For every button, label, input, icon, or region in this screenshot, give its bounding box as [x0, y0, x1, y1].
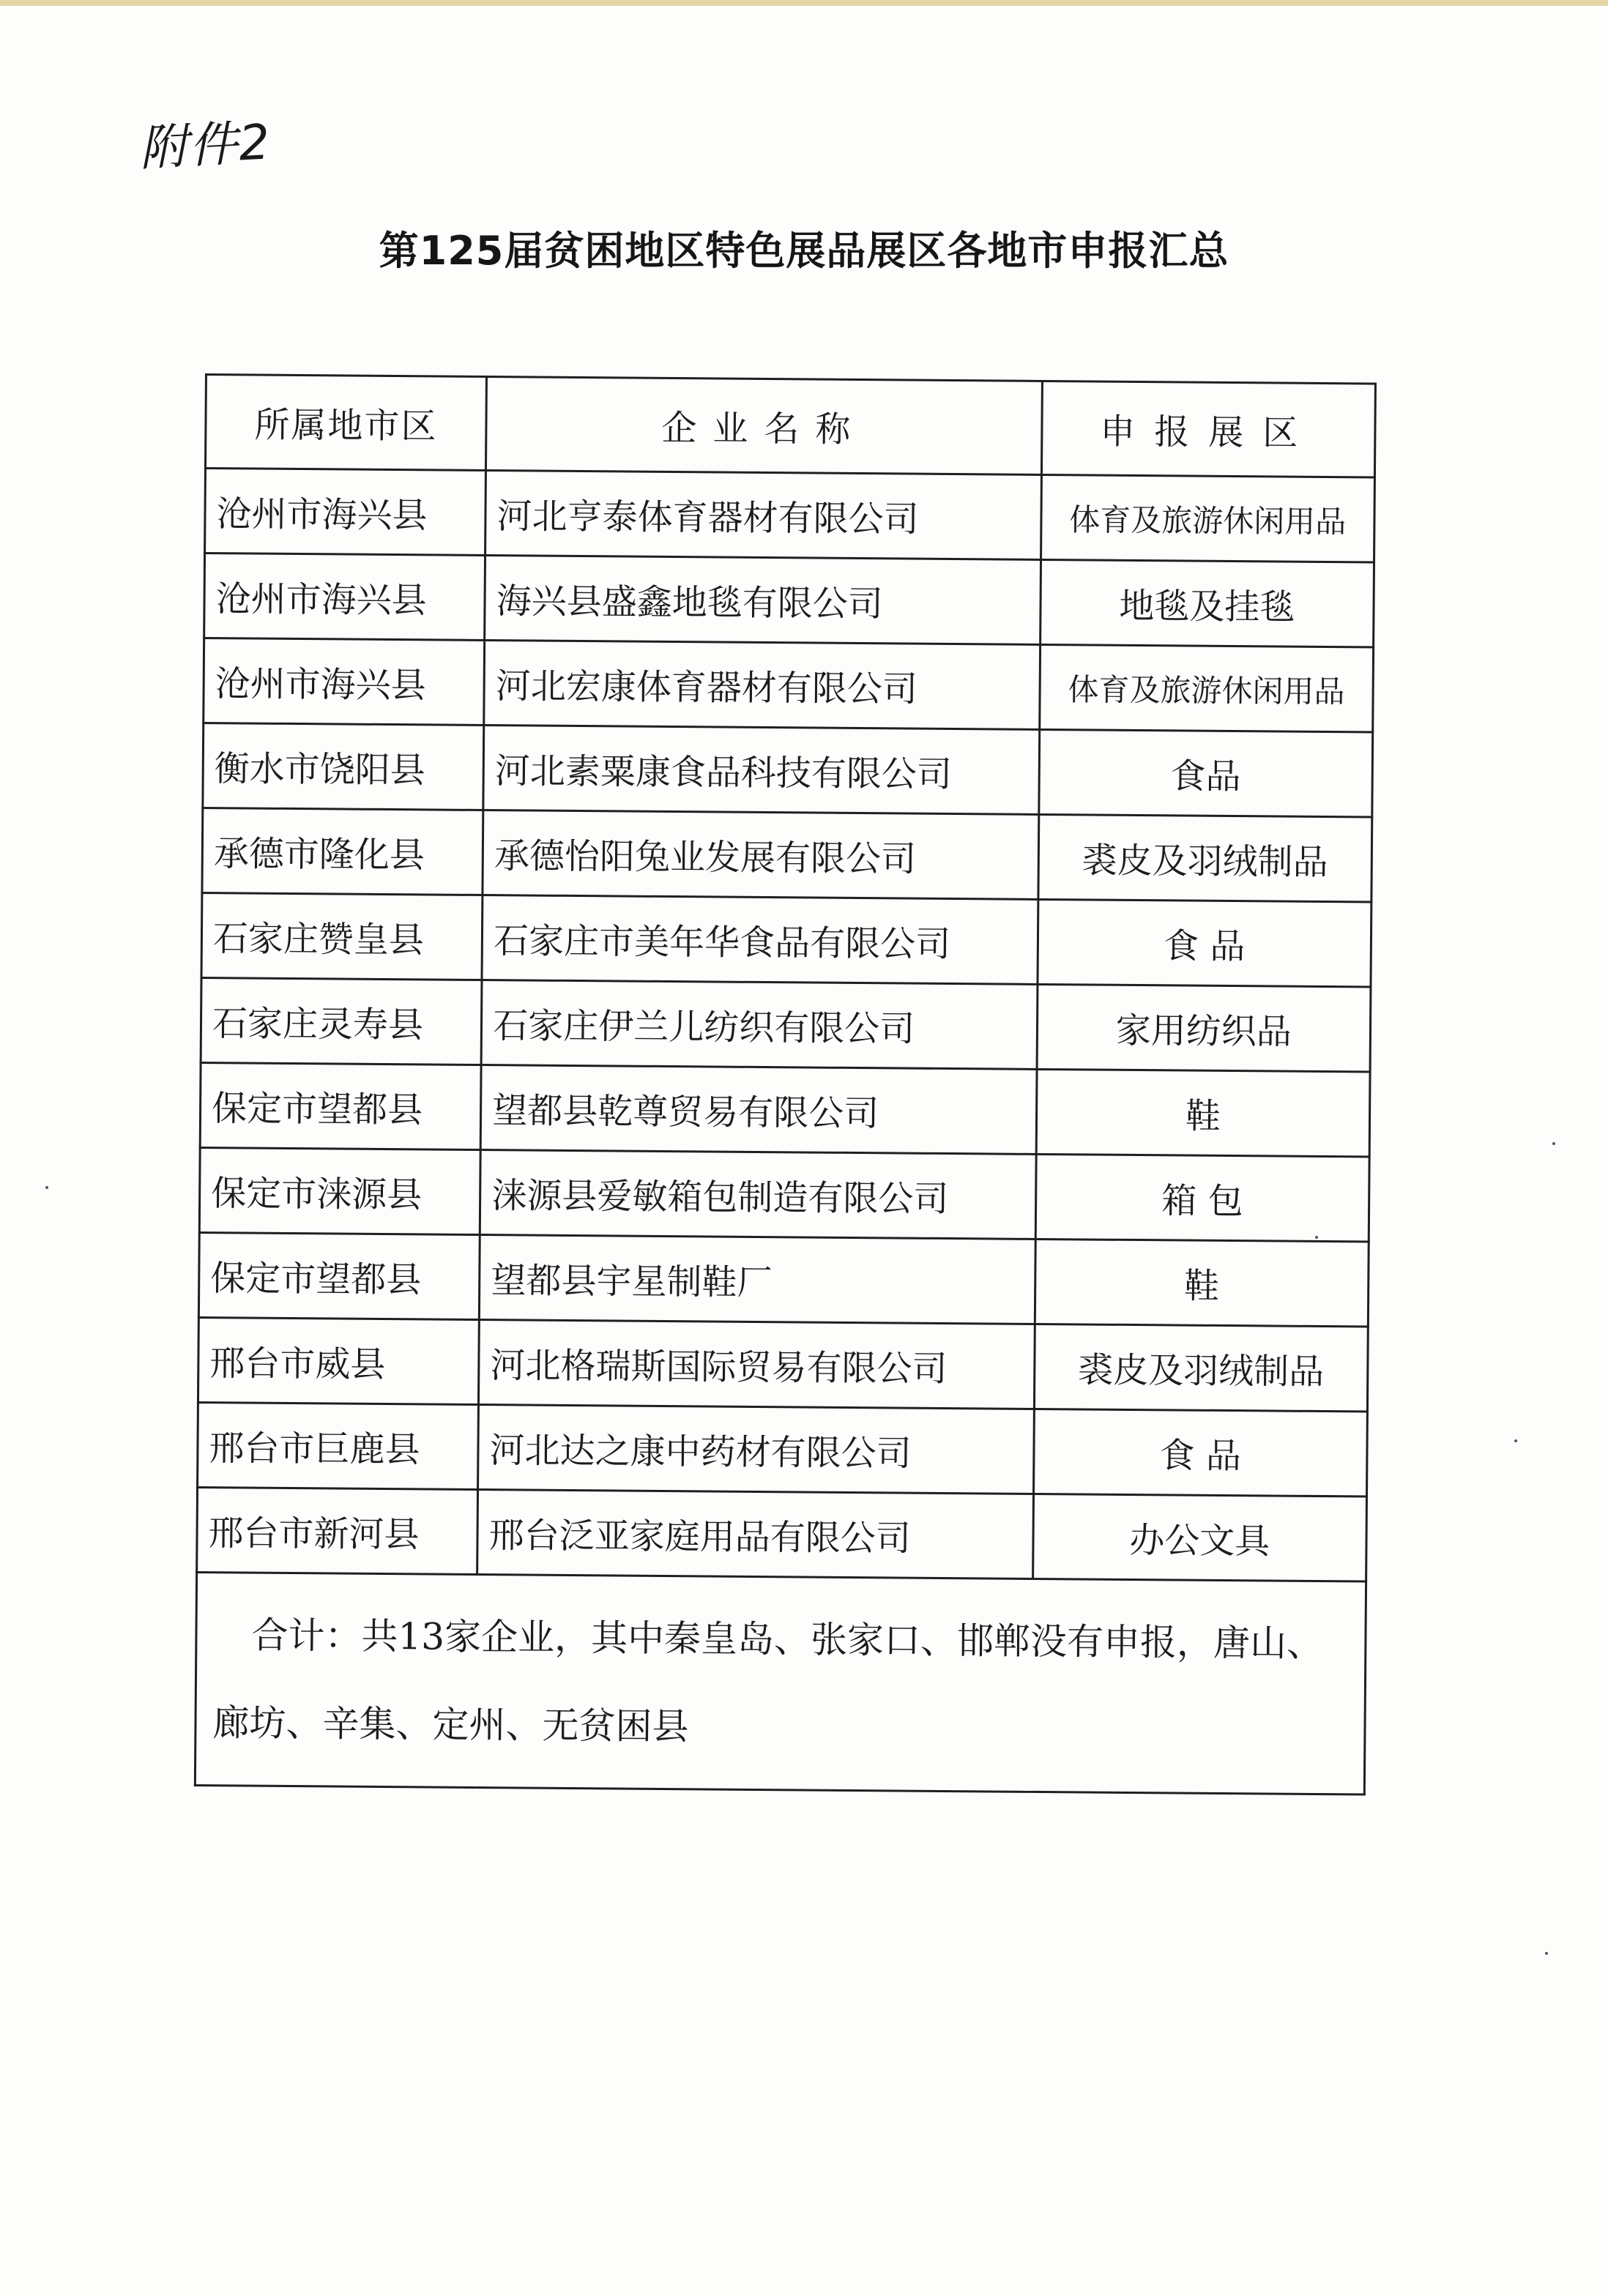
header-company: 企业名称 — [486, 377, 1042, 475]
cell-company: 望都县宇星制鞋厂 — [480, 1234, 1035, 1324]
header-region: 所属地市区 — [205, 375, 486, 471]
cell-zone: 鞋 — [1035, 1239, 1369, 1327]
cell-zone: 箱 包 — [1035, 1154, 1369, 1242]
table-row — [203, 723, 1373, 817]
cell-zone: 食 品 — [1038, 899, 1371, 987]
cell-company: 河北宏康体育器材有限公司 — [484, 641, 1040, 730]
table-row — [201, 977, 1371, 1072]
table-row — [204, 554, 1374, 648]
table-row — [200, 1062, 1370, 1157]
cell-company: 石家庄市美年华食品有限公司 — [482, 895, 1038, 984]
table-row — [205, 469, 1375, 563]
cell-region: 石家庄赞皇县 — [201, 892, 483, 980]
cell-region: 承德市隆化县 — [202, 808, 483, 895]
cell-company: 河北达之康中药材有限公司 — [478, 1404, 1034, 1494]
cell-company: 石家庄伊兰儿纺织有限公司 — [481, 980, 1037, 1069]
cell-region: 沧州市海兴县 — [205, 469, 486, 556]
table-row — [197, 1487, 1367, 1581]
scan-speck — [1545, 1952, 1548, 1955]
scan-speck — [45, 1186, 48, 1189]
cell-company: 海兴县盛鑫地毯有限公司 — [485, 556, 1041, 645]
header-zone: 申报展区 — [1041, 381, 1375, 477]
cell-company: 望都县乾尊贸易有限公司 — [480, 1065, 1036, 1154]
cell-company: 河北亨泰体育器材有限公司 — [485, 471, 1041, 560]
attachment-label: 附件2 — [138, 113, 273, 177]
cell-zone: 裘皮及羽绒制品 — [1034, 1324, 1368, 1412]
table-row — [198, 1232, 1369, 1327]
scan-speck — [1514, 1439, 1517, 1442]
table-row — [198, 1317, 1368, 1412]
cell-region: 保定市望都县 — [198, 1232, 480, 1319]
cell-region: 邢台市威县 — [198, 1317, 479, 1404]
cell-region: 保定市涞源县 — [199, 1147, 480, 1234]
paper-top-edge — [0, 0, 1608, 6]
cell-zone: 鞋 — [1036, 1069, 1370, 1157]
cell-zone: 裘皮及羽绒制品 — [1038, 814, 1372, 902]
cell-zone: 体育及旅游休闲用品 — [1041, 474, 1374, 562]
cell-zone: 地毯及挂毯 — [1040, 559, 1374, 647]
table-row — [201, 892, 1371, 987]
cell-region: 石家庄灵寿县 — [201, 977, 482, 1065]
cell-zone: 家用纺织品 — [1037, 984, 1371, 1072]
cell-region: 沧州市海兴县 — [204, 554, 485, 641]
cell-region: 保定市望都县 — [200, 1062, 481, 1149]
page-title: 第125届贫困地区特色展品展区各地市申报汇总 — [379, 228, 1229, 274]
table-row — [199, 1147, 1369, 1242]
scan-speck — [1552, 1142, 1555, 1145]
cell-zone: 食品 — [1038, 729, 1372, 817]
table-header-row — [205, 375, 1375, 478]
summary-row — [195, 1572, 1366, 1794]
cell-zone: 体育及旅游休闲用品 — [1039, 644, 1373, 732]
cell-region: 沧州市海兴县 — [204, 638, 485, 726]
summary-table — [194, 373, 1377, 1796]
cell-region: 邢台市新河县 — [197, 1487, 478, 1574]
cell-company: 河北素粟康食品科技有限公司 — [483, 726, 1039, 815]
table-row — [204, 638, 1374, 733]
table-row — [202, 808, 1372, 902]
cell-region: 衡水市饶阳县 — [203, 723, 484, 810]
cell-zone: 办公文具 — [1032, 1494, 1366, 1581]
summary-text: 合计：共13家企业，其中秦皇岛、张家口、邯郸没有申报，唐山、廊坊、辛集、定州、无贫困县 — [195, 1572, 1366, 1794]
cell-company: 邢台泛亚家庭用品有限公司 — [477, 1489, 1033, 1578]
table-row — [198, 1402, 1368, 1496]
cell-zone: 食 品 — [1033, 1409, 1367, 1496]
cell-company: 承德怡阳兔业发展有限公司 — [483, 810, 1038, 900]
cell-company: 涞源县爱敏箱包制造有限公司 — [480, 1149, 1035, 1239]
scan-speck — [1315, 1236, 1318, 1239]
cell-region: 邢台市巨鹿县 — [198, 1402, 479, 1489]
cell-company: 河北格瑞斯国际贸易有限公司 — [479, 1319, 1035, 1409]
